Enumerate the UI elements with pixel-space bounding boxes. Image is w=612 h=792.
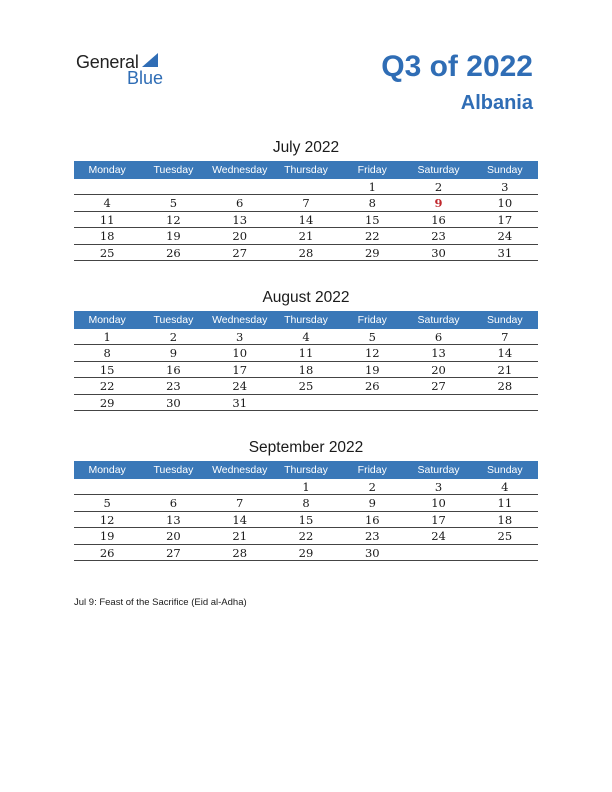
day-cell: 14 xyxy=(497,346,513,361)
weekday-label: Thursday xyxy=(284,164,328,176)
day-cell xyxy=(339,395,405,410)
weekday-header xyxy=(74,461,538,479)
day-cell: 2 xyxy=(368,480,376,494)
day-cell: 27 xyxy=(166,545,181,560)
day-cell: 29 xyxy=(364,245,380,260)
day-cell: 1 xyxy=(103,330,111,344)
day-cell: 30 xyxy=(431,245,446,260)
week-row xyxy=(74,329,538,345)
weekday-label: Monday xyxy=(88,464,126,476)
month-title: August 2022 xyxy=(262,289,350,306)
logo xyxy=(76,52,176,92)
day-cell: 4 xyxy=(302,330,310,344)
day-cell: 17 xyxy=(232,362,248,377)
country-name: Albania xyxy=(460,92,533,114)
day-cell: 10 xyxy=(431,496,446,511)
day-cell xyxy=(140,479,206,494)
week-row xyxy=(74,528,538,544)
weekday-label: Saturday xyxy=(417,314,460,326)
day-cell: 3 xyxy=(434,480,443,494)
weekday-label: Thursday xyxy=(284,314,328,326)
day-cell xyxy=(207,179,273,194)
weekday-label: Tuesday xyxy=(153,314,194,326)
day-cell: 12 xyxy=(99,512,115,527)
logo-blue-text: Blue xyxy=(127,68,164,88)
weekday-label: Tuesday xyxy=(153,464,194,476)
holiday-note: Jul 9: Feast of the Sacrifice (Eid al-Adha) xyxy=(74,597,247,608)
day-cell: 2 xyxy=(434,180,443,194)
day-cell: 31 xyxy=(497,245,513,260)
day-cell: 5 xyxy=(169,196,178,211)
day-cell: 4 xyxy=(501,480,509,494)
day-cell: 6 xyxy=(434,330,443,344)
day-cell: 16 xyxy=(364,512,380,527)
day-cell: 21 xyxy=(232,529,248,544)
day-cell: 16 xyxy=(431,212,446,227)
day-cell: 1 xyxy=(302,480,310,494)
day-cell: 28 xyxy=(298,245,314,260)
day-cell xyxy=(273,395,339,410)
day-cell: 29 xyxy=(99,395,115,410)
day-cell: 9 xyxy=(368,496,376,511)
day-cell: 22 xyxy=(364,229,380,244)
day-cell: 18 xyxy=(99,229,115,244)
day-cell: 11 xyxy=(298,346,314,361)
weekday-label: Sunday xyxy=(487,164,523,176)
logo-triangle-icon xyxy=(142,53,158,67)
day-cell: 10 xyxy=(497,196,513,211)
month-july xyxy=(74,137,538,261)
day-cell: 19 xyxy=(364,362,380,377)
weekday-label: Wednesday xyxy=(212,314,268,326)
weekday-label: Friday xyxy=(357,164,387,176)
day-cell: 10 xyxy=(232,346,248,361)
weekday-label: Saturday xyxy=(417,164,460,176)
day-cell: 17 xyxy=(431,512,446,527)
day-cell xyxy=(405,395,471,410)
day-cell: 7 xyxy=(501,330,509,344)
day-cell: 5 xyxy=(368,330,376,344)
day-cell: 28 xyxy=(232,545,248,560)
weekday-label: Monday xyxy=(88,314,126,326)
day-cell: 18 xyxy=(497,512,513,527)
week-row xyxy=(74,495,538,511)
weekday-label: Saturday xyxy=(417,464,460,476)
weekday-header xyxy=(74,161,538,179)
day-cell: 17 xyxy=(497,212,513,227)
weekday-label: Friday xyxy=(357,464,387,476)
weekday-label: Sunday xyxy=(487,314,523,326)
day-cell: 15 xyxy=(298,512,314,527)
day-cell: 12 xyxy=(166,212,181,227)
day-cell: 14 xyxy=(232,512,248,527)
day-cell: 30 xyxy=(166,395,181,410)
week-row xyxy=(74,195,538,211)
week-row xyxy=(74,479,538,495)
day-cell: 22 xyxy=(298,529,314,544)
week-row xyxy=(74,512,538,528)
day-cell: 23 xyxy=(431,229,446,244)
day-cell: 8 xyxy=(103,346,111,361)
day-cell: 25 xyxy=(99,245,115,260)
day-cell xyxy=(273,179,339,194)
day-cell: 31 xyxy=(232,395,248,410)
weekday-label: Tuesday xyxy=(153,164,194,176)
day-cell: 12 xyxy=(364,346,380,361)
week-row xyxy=(74,245,538,261)
month-title: July 2022 xyxy=(272,139,340,156)
day-cell: 26 xyxy=(99,545,115,560)
day-cell xyxy=(472,395,538,410)
week-row xyxy=(74,545,538,561)
day-cell: 24 xyxy=(232,379,248,394)
week-row xyxy=(74,395,538,411)
day-cell: 26 xyxy=(166,245,181,260)
day-cell: 29 xyxy=(298,545,314,560)
day-cell: 7 xyxy=(302,196,310,211)
day-cell xyxy=(472,545,538,560)
day-cell: 7 xyxy=(236,496,244,511)
day-cell xyxy=(74,179,140,194)
week-row xyxy=(74,378,538,394)
day-cell: 27 xyxy=(431,379,446,394)
day-cell: 11 xyxy=(99,212,115,227)
day-cell: 9 xyxy=(434,196,443,211)
logo-general-text: General xyxy=(76,52,139,72)
day-cell: 19 xyxy=(99,529,115,544)
month-august xyxy=(74,287,538,411)
day-cell: 18 xyxy=(298,362,314,377)
weekday-label: Monday xyxy=(88,164,126,176)
weekday-label: Wednesday xyxy=(212,164,268,176)
day-cell: 13 xyxy=(232,212,248,227)
day-cell: 2 xyxy=(169,330,178,344)
day-cell xyxy=(140,179,206,194)
day-cell: 26 xyxy=(364,379,380,394)
day-cell: 20 xyxy=(431,362,446,377)
day-cell: 16 xyxy=(166,362,181,377)
day-cell: 11 xyxy=(497,496,513,511)
day-cell: 28 xyxy=(497,379,513,394)
day-cell: 24 xyxy=(497,229,513,244)
day-cell xyxy=(207,479,273,494)
day-cell xyxy=(74,479,140,494)
day-cell: 19 xyxy=(166,229,181,244)
day-cell: 25 xyxy=(497,529,513,544)
day-cell: 13 xyxy=(431,346,446,361)
day-cell: 5 xyxy=(103,496,111,511)
day-cell: 25 xyxy=(298,379,314,394)
day-cell: 14 xyxy=(298,212,314,227)
weekday-label: Wednesday xyxy=(212,464,268,476)
day-cell: 22 xyxy=(99,379,115,394)
day-cell: 15 xyxy=(364,212,380,227)
weekday-header xyxy=(74,311,538,329)
day-cell: 1 xyxy=(368,180,376,194)
day-cell: 3 xyxy=(501,180,509,194)
day-cell: 9 xyxy=(169,346,178,361)
month-september xyxy=(74,437,538,561)
day-cell: 21 xyxy=(497,362,513,377)
day-cell: 4 xyxy=(103,196,111,211)
day-cell: 20 xyxy=(166,529,181,544)
week-row xyxy=(74,179,538,195)
week-row xyxy=(74,362,538,378)
week-row xyxy=(74,345,538,361)
weekday-label: Sunday xyxy=(487,464,523,476)
day-cell: 23 xyxy=(166,379,181,394)
day-cell: 20 xyxy=(232,229,248,244)
week-row xyxy=(74,228,538,244)
day-cell: 6 xyxy=(169,496,178,511)
day-cell: 15 xyxy=(99,362,115,377)
day-cell: 23 xyxy=(364,529,380,544)
day-cell: 21 xyxy=(298,229,314,244)
day-cell: 30 xyxy=(364,545,380,560)
weekday-label: Friday xyxy=(357,314,387,326)
weekday-label: Thursday xyxy=(284,464,328,476)
day-cell: 8 xyxy=(368,196,376,211)
page-title: Q3 of 2022 xyxy=(381,50,533,83)
month-title: September 2022 xyxy=(248,439,364,456)
day-cell: 8 xyxy=(302,496,310,511)
day-cell: 13 xyxy=(166,512,181,527)
week-row xyxy=(74,212,538,228)
day-cell: 27 xyxy=(232,245,248,260)
day-cell: 3 xyxy=(236,330,244,344)
day-cell: 6 xyxy=(236,196,244,211)
day-cell: 24 xyxy=(431,529,446,544)
day-cell xyxy=(405,545,471,560)
